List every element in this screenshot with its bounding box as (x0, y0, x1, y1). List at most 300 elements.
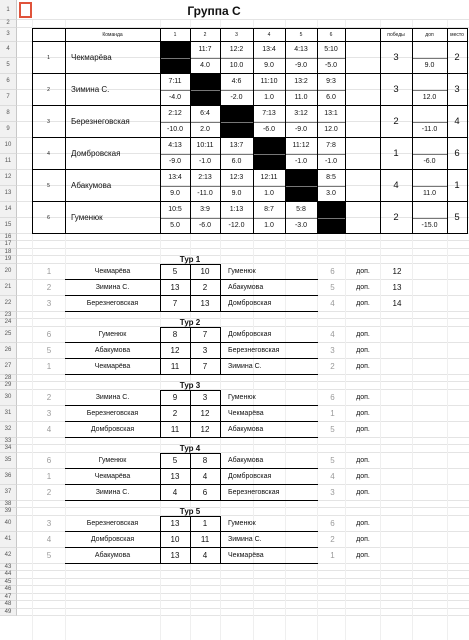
diff-cell: -6.0 (262, 126, 276, 133)
grid-line (17, 240, 469, 241)
table-column-border (412, 28, 413, 234)
diff-cell: -2.0 (230, 94, 243, 101)
row-number[interactable]: 48 (0, 601, 17, 609)
row-number[interactable]: 40 (0, 516, 17, 532)
note-dop: доп. (356, 410, 370, 417)
right-player-number: 3 (330, 346, 335, 355)
right-player-name: Чекмарёва (228, 410, 264, 417)
score-box-border (160, 453, 161, 501)
match-underline (65, 311, 160, 312)
tour-title: Тур 2 (179, 318, 201, 328)
score-cell: 3:12 (294, 110, 308, 117)
score-cell: 5:8 (296, 206, 306, 213)
score-cell: 8:7 (264, 206, 274, 213)
score-box-border (160, 264, 161, 312)
left-player-number: 4 (46, 425, 52, 434)
header-col-3: 3 (235, 31, 238, 38)
team-number: 6 (47, 214, 50, 221)
wins-cell: 2 (393, 212, 399, 223)
match-underline (65, 437, 160, 438)
score-box-border (160, 390, 161, 438)
grid-line (17, 608, 469, 609)
right-player-number: 1 (330, 409, 335, 418)
row-number[interactable]: 24 (0, 319, 17, 327)
row-number[interactable]: 41 (0, 532, 17, 548)
table-top-border (32, 28, 467, 29)
score-cell: 4:13 (168, 142, 182, 149)
left-player-name: Абакумова (94, 552, 131, 559)
score-cell: 13:4 (168, 174, 182, 181)
score-cell: 13:7 (229, 142, 244, 149)
header-team: Команда (102, 31, 123, 38)
table-column-border (285, 28, 286, 234)
score-cell: 2:13 (198, 174, 212, 181)
match-underline (220, 311, 318, 312)
left-player-name: Гуменюк (98, 331, 127, 338)
score-box-border (190, 264, 191, 312)
left-player-name: Березнеговская (86, 520, 139, 527)
note-dop: доп. (356, 300, 370, 307)
grid-line (17, 578, 469, 579)
score-right: 12 (200, 425, 210, 434)
match-underline (220, 500, 318, 501)
row-number[interactable]: 7 (0, 90, 17, 106)
diff-cell: -1.0 (294, 158, 308, 165)
row-number[interactable]: 22 (0, 296, 17, 312)
table-half-border (412, 154, 447, 155)
diff-cell: -1.0 (324, 158, 338, 165)
tour-title: Тур 5 (179, 507, 201, 517)
grid-line (17, 255, 469, 256)
score-right: 1 (202, 519, 208, 528)
row-number[interactable]: 23 (0, 312, 17, 320)
row-number[interactable]: 15 (0, 218, 17, 234)
diff-cell: 1.0 (264, 190, 274, 197)
right-player-number: 1 (330, 551, 335, 560)
selected-cell[interactable] (19, 2, 32, 18)
row-number[interactable]: 9 (0, 122, 17, 138)
place-cell: 4 (454, 116, 460, 127)
score-cell: 1:13 (229, 206, 244, 213)
diff-cell: 6.0 (326, 94, 336, 101)
row-number[interactable]: 37 (0, 485, 17, 501)
row-number[interactable]: 1 (0, 0, 17, 20)
place-cell: 6 (454, 148, 460, 159)
team-name: Чекмарёва (71, 53, 112, 62)
row-number[interactable]: 45 (0, 579, 17, 587)
row-number[interactable]: 13 (0, 186, 17, 202)
left-player-name: Чекмарёва (94, 473, 131, 480)
row-number[interactable]: 21 (0, 280, 17, 296)
note-dop: доп. (356, 473, 370, 480)
row-number[interactable]: 10 (0, 138, 17, 154)
score-right: 8 (202, 456, 208, 465)
score-left: 2 (172, 409, 178, 418)
table-half-border (412, 218, 447, 219)
score-right: 11 (200, 535, 210, 544)
score-box-border (220, 390, 221, 438)
score-right: 12 (200, 409, 210, 418)
team-number: 5 (47, 182, 50, 189)
place-cell: 5 (454, 212, 460, 223)
right-player-number: 6 (330, 519, 335, 528)
left-player-name: Березнеговская (86, 300, 139, 307)
left-player-name: Домбровская (90, 536, 135, 543)
right-player-number: 4 (330, 472, 335, 481)
score-right: 7 (202, 362, 208, 371)
diff-cell: 3.0 (326, 190, 336, 197)
row-number[interactable]: 14 (0, 202, 17, 218)
left-player-name: Домбровская (90, 426, 135, 433)
team-number: 3 (47, 118, 50, 125)
table-half-border (412, 122, 447, 123)
row-number[interactable]: 18 (0, 249, 17, 257)
right-player-number: 4 (330, 330, 335, 339)
score-right: 2 (202, 283, 208, 292)
table-column-border (160, 28, 161, 234)
score-left: 5 (172, 267, 178, 276)
row-number[interactable]: 46 (0, 586, 17, 594)
row-number[interactable]: 12 (0, 170, 17, 186)
score-cell: 7:11 (168, 78, 182, 85)
left-player-number: 2 (46, 283, 52, 292)
diff-cell: 9.0 (170, 190, 180, 197)
table-column-border (32, 28, 33, 234)
right-player-name: Домбровская (228, 300, 272, 307)
right-player-name: Домбровская (228, 473, 272, 480)
table-column-border (253, 28, 254, 234)
grid-line (17, 381, 469, 382)
table-column-border (220, 28, 221, 234)
score-right: 13 (200, 299, 210, 308)
left-player-number: 3 (46, 409, 52, 418)
score-cell: 8:5 (326, 174, 336, 181)
diff-cell: 5.0 (170, 222, 180, 229)
right-player-name: Абакумова (228, 284, 264, 291)
row-number[interactable]: 44 (0, 571, 17, 579)
score-cell: 12:2 (229, 46, 244, 53)
row-number[interactable]: 25 (0, 327, 17, 343)
score-right: 10 (200, 267, 210, 276)
score-left: 11 (170, 425, 180, 434)
score-box-border (190, 390, 191, 438)
row-number[interactable]: 26 (0, 343, 17, 359)
score-cell: 13:4 (262, 46, 276, 53)
note-dop: доп. (356, 268, 370, 275)
score-left: 4 (172, 488, 178, 497)
score-box-border (160, 516, 161, 564)
score-left: 9 (172, 393, 178, 402)
table-half-border (412, 186, 447, 187)
row-number[interactable]: 33 (0, 438, 17, 446)
left-player-name: Зимина С. (95, 489, 130, 496)
left-player-name: Чекмарёва (94, 363, 131, 370)
wins-cell: 1 (393, 148, 399, 159)
tour-title: Тур 3 (179, 381, 201, 391)
score-left: 13 (170, 472, 180, 481)
grid-line (17, 444, 469, 445)
grid-line (17, 507, 469, 508)
match-underline (220, 563, 318, 564)
diff-cell: -9.0 (294, 126, 308, 133)
left-player-name: Абакумова (94, 347, 131, 354)
left-player-number: 4 (46, 535, 52, 544)
right-player-name: Гуменюк (228, 268, 256, 275)
score-cell: 4:6 (231, 78, 242, 85)
left-player-number: 1 (46, 362, 52, 371)
team-name: Гуменюк (71, 213, 103, 222)
right-player-name: Абакумова (228, 426, 264, 433)
table-row-border (32, 233, 467, 234)
score-left: 8 (172, 330, 178, 339)
score-right: 3 (202, 346, 208, 355)
extra-cell: -15.0 (421, 222, 438, 229)
place-cell: 1 (454, 180, 460, 191)
note-dop: доп. (356, 520, 370, 527)
score-cell: 11:12 (292, 142, 310, 149)
grid-line (17, 570, 469, 571)
right-player-name: Чекмарёва (228, 552, 264, 559)
score-cell: 5:10 (324, 46, 338, 53)
left-player-number: 3 (46, 519, 52, 528)
left-player-number: 2 (46, 393, 52, 402)
diff-cell: -9.0 (294, 62, 308, 69)
score-cell: 10:5 (168, 206, 182, 213)
grid-line (17, 318, 469, 319)
right-player-name: Зимина С. (228, 363, 262, 370)
table-column-border (380, 28, 381, 234)
team-number: 4 (47, 150, 50, 157)
row-number[interactable]: 30 (0, 390, 17, 406)
left-player-number: 2 (46, 488, 52, 497)
extra-cell: 12.0 (422, 94, 437, 101)
score-left: 7 (172, 299, 178, 308)
wins-cell: 2 (393, 116, 399, 127)
score-cell: 12:3 (229, 174, 244, 181)
note-dop: доп. (356, 426, 370, 433)
table-column-border (467, 28, 468, 234)
right-player-number: 3 (330, 488, 335, 497)
match-underline (65, 563, 160, 564)
row-number[interactable]: 19 (0, 256, 17, 264)
row-number[interactable]: 36 (0, 469, 17, 485)
score-box-border (160, 327, 161, 375)
right-player-name: Домбровская (228, 331, 272, 338)
note-dop: доп. (356, 347, 370, 354)
group-title: Группа С (187, 4, 241, 18)
row-number[interactable]: 4 (0, 42, 17, 58)
place-cell: 3 (454, 84, 460, 95)
header-extra: доп (425, 31, 434, 38)
header-place: место (450, 31, 464, 38)
note-dop: доп. (356, 536, 370, 543)
diff-cell: -5.0 (324, 62, 338, 69)
score-right: 6 (202, 488, 208, 497)
row-number[interactable]: 5 (0, 58, 17, 74)
row-number[interactable]: 43 (0, 564, 17, 572)
score-box-border (190, 327, 191, 375)
row-number[interactable]: 20 (0, 264, 17, 280)
header-wins: победы (387, 31, 405, 38)
row-number[interactable]: 11 (0, 154, 17, 170)
score-cell: 13:1 (324, 110, 338, 117)
grid-line (17, 600, 469, 601)
diff-cell: 1.0 (264, 222, 274, 229)
row-number[interactable]: 34 (0, 445, 17, 453)
row-number[interactable]: 27 (0, 359, 17, 375)
diff-cell: -3.0 (294, 222, 308, 229)
score-cell: 7:13 (262, 110, 276, 117)
note-dop: доп. (356, 331, 370, 338)
diff-cell: 11.0 (294, 94, 308, 101)
row-number[interactable]: 31 (0, 406, 17, 422)
right-player-name: Зимина С. (228, 536, 262, 543)
extra-cell: 9.0 (424, 62, 435, 69)
diff-cell: 9.0 (264, 62, 274, 69)
score-box-border (190, 453, 191, 501)
left-player-number: 6 (46, 330, 52, 339)
left-player-number: 3 (46, 299, 52, 308)
score-right: 7 (202, 330, 208, 339)
diff-cell: 12.0 (324, 126, 338, 133)
row-number[interactable]: 49 (0, 609, 17, 617)
extra-value: 13 (392, 283, 402, 292)
table-column-border (317, 28, 318, 234)
score-cell: 7:8 (326, 142, 336, 149)
grid-line (17, 248, 469, 249)
header-col-4: 4 (267, 31, 271, 38)
diff-cell: -12.0 (228, 222, 245, 229)
table-column-border (447, 28, 448, 234)
grid-line (17, 19, 469, 20)
right-player-number: 5 (330, 456, 335, 465)
team-name: Зимина С. (71, 85, 110, 94)
left-player-name: Гуменюк (98, 457, 127, 464)
score-right: 4 (202, 551, 208, 560)
grid-line (17, 593, 469, 594)
right-player-name: Гуменюк (228, 394, 256, 401)
right-player-number: 2 (330, 362, 335, 371)
match-underline (65, 374, 160, 375)
grid-line (17, 585, 469, 586)
right-player-number: 5 (330, 283, 335, 292)
team-name: Абакумова (71, 181, 112, 190)
row-number[interactable]: 17 (0, 241, 17, 249)
right-player-number: 5 (330, 425, 335, 434)
header-col-2: 2 (203, 31, 207, 38)
score-box-border (220, 264, 221, 312)
score-box-border (220, 516, 221, 564)
score-left: 12 (170, 346, 180, 355)
row-number[interactable]: 28 (0, 375, 17, 383)
score-cell: 12:11 (260, 174, 278, 181)
diff-cell: -4.0 (168, 94, 182, 101)
extra-cell: -6.0 (423, 158, 436, 165)
row-number[interactable]: 2 (0, 20, 17, 28)
diff-cell: 9.0 (231, 190, 242, 197)
note-dop: доп. (356, 489, 370, 496)
right-player-name: Абакумова (228, 457, 264, 464)
row-number[interactable]: 3 (0, 28, 17, 42)
extra-cell: -11.0 (421, 126, 438, 133)
table-column-border (345, 28, 346, 234)
right-player-number: 6 (330, 267, 335, 276)
row-number[interactable]: 32 (0, 422, 17, 438)
place-cell: 2 (454, 52, 460, 63)
score-cell: 9:3 (326, 78, 336, 85)
header-col-5: 5 (299, 31, 303, 38)
row-number[interactable]: 39 (0, 508, 17, 516)
team-name: Березнеговская (71, 117, 130, 126)
row-number[interactable]: 16 (0, 234, 17, 242)
left-player-number: 5 (46, 551, 52, 560)
left-player-number: 1 (46, 267, 52, 276)
diff-cell: -10.0 (167, 126, 183, 133)
row-number[interactable]: 29 (0, 382, 17, 390)
score-right: 3 (202, 393, 208, 402)
team-number: 1 (47, 54, 50, 61)
score-box-border (190, 516, 191, 564)
table-column-border (190, 28, 191, 234)
diff-cell: 4.0 (200, 62, 210, 69)
wins-cell: 3 (393, 52, 399, 63)
team-number: 2 (47, 86, 50, 93)
right-player-number: 4 (330, 299, 335, 308)
header-col-6: 6 (329, 31, 333, 38)
grid-line (17, 615, 469, 616)
match-underline (65, 500, 160, 501)
score-box-border (220, 453, 221, 501)
score-box-border (220, 327, 221, 375)
diff-cell: 6.0 (231, 158, 242, 165)
score-cell: 6:4 (200, 110, 210, 117)
score-cell: 3:9 (200, 206, 210, 213)
right-player-name: Березнеговская (228, 347, 280, 354)
row-number[interactable]: 42 (0, 548, 17, 564)
table-half-border (412, 58, 447, 59)
header-col-1: 1 (173, 31, 177, 38)
score-left: 13 (170, 283, 180, 292)
row-number[interactable]: 8 (0, 106, 17, 122)
right-player-number: 6 (330, 393, 335, 402)
score-right: 4 (202, 472, 208, 481)
row-number[interactable]: 38 (0, 501, 17, 509)
row-number[interactable]: 47 (0, 594, 17, 602)
score-cell: 11:7 (198, 46, 212, 53)
wins-cell: 4 (393, 180, 399, 191)
score-cell: 13:2 (294, 78, 308, 85)
left-player-number: 6 (46, 456, 52, 465)
score-cell: 4:13 (294, 46, 308, 53)
diff-cell: -9.0 (168, 158, 182, 165)
note-dop: доп. (356, 363, 370, 370)
diff-cell: -6.0 (198, 222, 212, 229)
score-left: 13 (170, 519, 180, 528)
diff-cell: -1.0 (198, 158, 212, 165)
team-name: Домбровская (71, 149, 121, 158)
score-left: 13 (170, 551, 180, 560)
left-player-name: Березнеговская (86, 410, 139, 417)
row-number[interactable]: 35 (0, 453, 17, 469)
left-player-number: 5 (46, 346, 52, 355)
table-half-border (412, 90, 447, 91)
diff-cell: 10.0 (229, 62, 244, 69)
row-number[interactable]: 6 (0, 74, 17, 90)
table-column-border (65, 28, 66, 234)
score-cell: 2:12 (168, 110, 182, 117)
note-dop: доп. (356, 552, 370, 559)
left-player-name: Зимина С. (95, 284, 130, 291)
